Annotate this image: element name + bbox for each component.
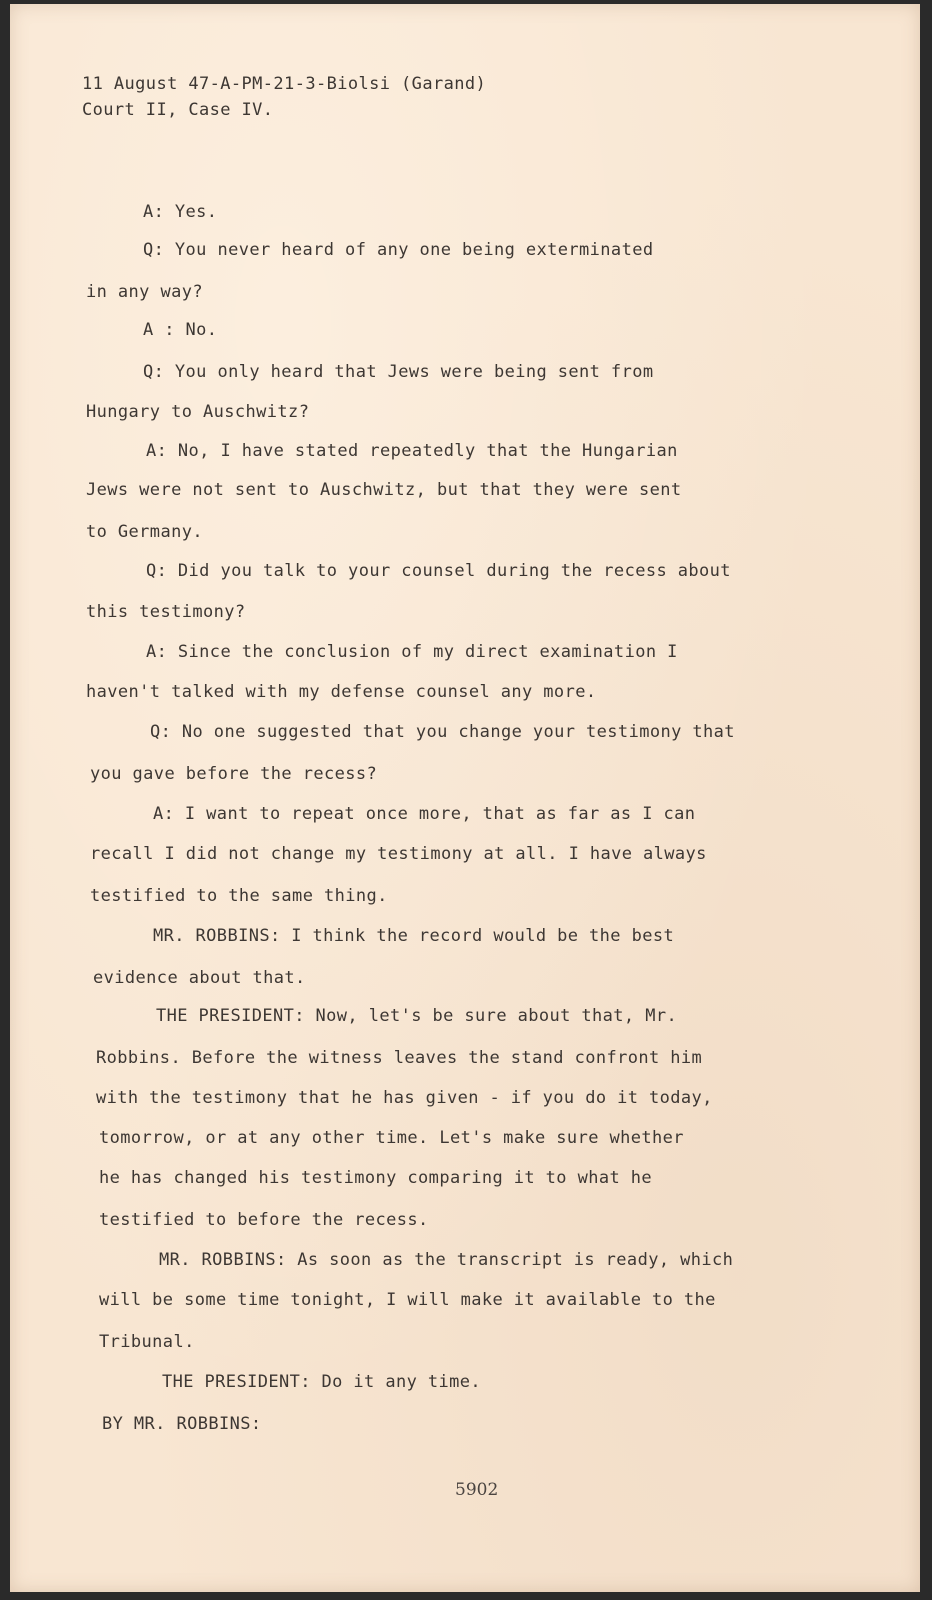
transcript-line: Robbins. Before the witness leaves the stand confront him xyxy=(96,1048,703,1068)
transcript-line: Q: Did you talk to your counsel during the recess about xyxy=(146,561,731,581)
transcript-line: MR. ROBBINS: As soon as the transcript is ready, which xyxy=(159,1250,734,1270)
transcript-line: will be some time tonight, I will make it available to the xyxy=(99,1290,716,1310)
transcript-line: tomorrow, or at any other time. Let's make sure whether xyxy=(99,1128,684,1148)
transcript-line: with the testimony that he has given - if you do it today, xyxy=(96,1088,713,1108)
transcript-line: MR. ROBBINS: I think the record would be the best xyxy=(153,926,675,946)
transcript-line: Tribunal. xyxy=(99,1332,195,1352)
transcript-line: THE PRESIDENT: Now, let's be sure about that, Mr. xyxy=(156,1006,678,1026)
transcript-line: this testimony? xyxy=(86,602,246,622)
transcript-line: A : No. xyxy=(143,320,218,340)
transcript-line: Q: You never heard of any one being exterminated xyxy=(143,240,654,260)
transcript-line: THE PRESIDENT: Do it any time. xyxy=(162,1372,482,1392)
transcript-line: he has changed his testimony comparing it to what he xyxy=(99,1168,653,1188)
transcript-line: Hungary to Auschwitz? xyxy=(86,402,310,422)
transcript-line: in any way? xyxy=(86,282,203,302)
transcript-line: A: I want to repeat once more, that as far as I can xyxy=(153,804,696,824)
document-page xyxy=(10,4,920,1592)
header-line-1: 11 August 47-A-PM-21-3-Biolsi (Garand) xyxy=(82,74,487,94)
transcript-line: testified to the same thing. xyxy=(90,886,388,906)
transcript-line: haven't talked with my defense counsel any more. xyxy=(86,682,597,702)
transcript-line: A: No, I have stated repeatedly that the Hungarian xyxy=(146,441,678,461)
transcript-line: testified to before the recess. xyxy=(99,1210,429,1230)
transcript-line: recall I did not change my testimony at all. I have always xyxy=(90,844,707,864)
transcript-line: evidence about that. xyxy=(93,968,306,988)
page-number: 5902 xyxy=(455,1480,499,1500)
transcript-line: BY MR. ROBBINS: xyxy=(102,1414,262,1434)
transcript-line: Jews were not sent to Auschwitz, but that they were sent xyxy=(86,480,682,500)
header-line-2: Court II, Case IV. xyxy=(82,100,274,120)
transcript-line: A: Since the conclusion of my direct examination I xyxy=(146,642,678,662)
transcript-line: Q: No one suggested that you change your testimony that xyxy=(150,722,735,742)
transcript-line: Q: You only heard that Jews were being sent from xyxy=(143,362,654,382)
transcript-line: A: Yes. xyxy=(143,202,218,222)
transcript-line: to Germany. xyxy=(86,522,203,542)
transcript-line: you gave before the recess? xyxy=(90,764,378,784)
